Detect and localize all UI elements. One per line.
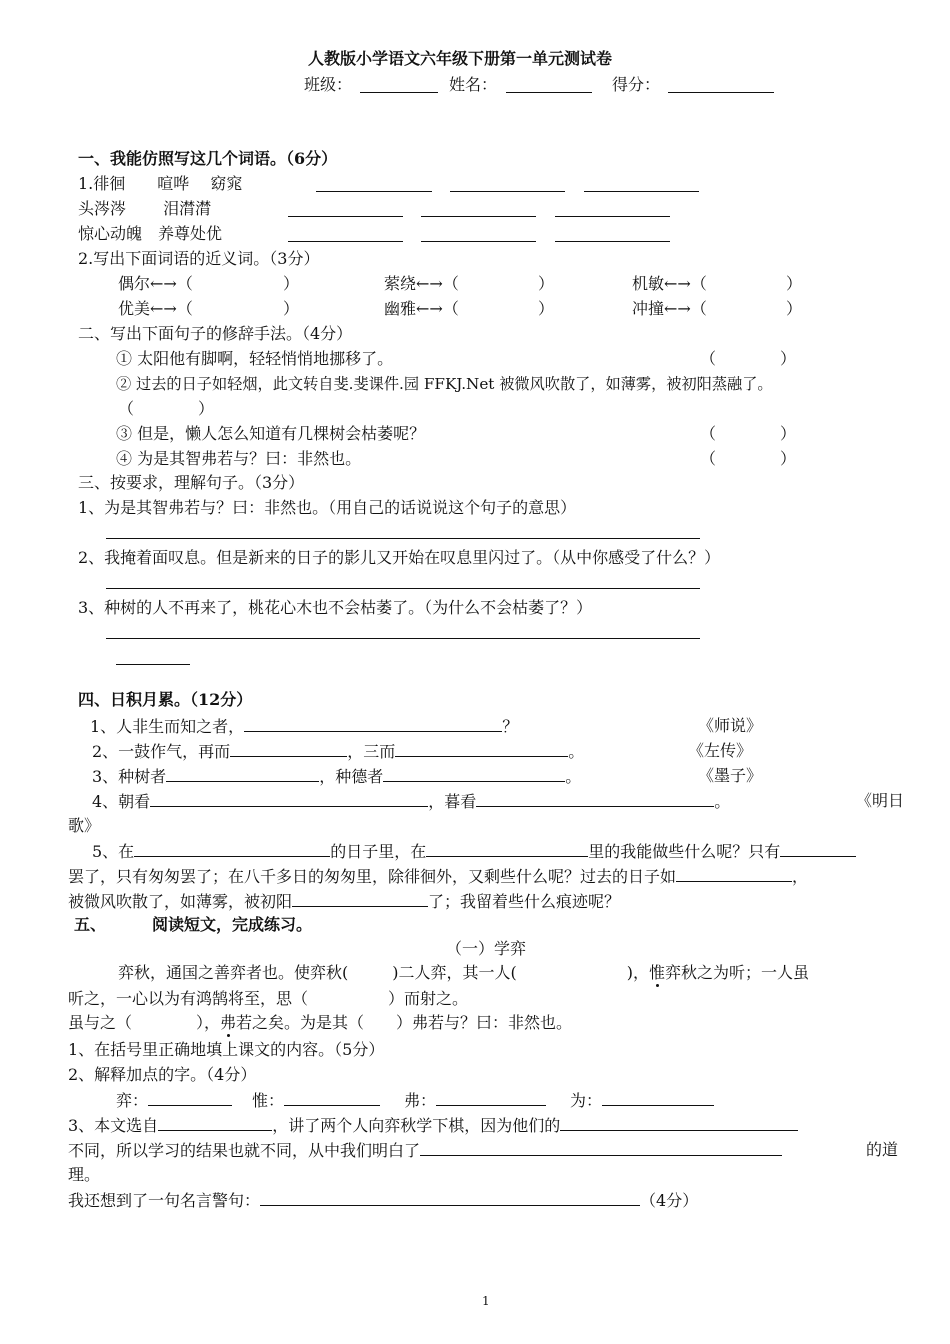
dotted-char-fu: 弗 [220, 1013, 237, 1032]
syn-close: ） [283, 274, 300, 293]
s4-blank[interactable] [426, 840, 588, 857]
s4-text: ，三而 [347, 742, 396, 761]
s4-line-3 [92, 765, 581, 788]
s4-text: 的日子里，在 [330, 842, 427, 861]
score-field[interactable] [668, 92, 774, 93]
section5-heading: 阅读短文，完成练习。 [152, 915, 313, 934]
s4-blank[interactable] [166, 765, 319, 782]
s2-item-1: ① 太阳他有脚啊，轻轻悄悄地挪移了。 [116, 349, 394, 368]
word-label: 弗： [404, 1091, 437, 1110]
word-blank[interactable] [602, 1089, 714, 1106]
s5-q4 [68, 1189, 698, 1212]
s5-q3-line1 [68, 1114, 798, 1137]
s4-source: 《左传》 [688, 741, 753, 760]
s4-blank[interactable] [395, 740, 568, 757]
q3-blank[interactable] [420, 1139, 782, 1156]
s1-row2: 头涔涔 泪潸潸 [78, 199, 212, 218]
s4-text: 了；我留着些什么痕迹呢？ [428, 892, 621, 911]
q4-blank[interactable] [260, 1189, 640, 1206]
s1-row2-blank1[interactable] [288, 216, 403, 217]
syn-word: 优美←→（ [118, 299, 193, 318]
passage-text: 虽与之（ ）， [68, 1013, 221, 1032]
s2-item-2: ② 过去的日子如轻烟，此文转自斐.斐课件.园 FFKJ.Net 被微风吹散了，如薄雾，被初阳蒸融了。 [116, 375, 773, 393]
passage-text: 弈秋，通国之善弈者也。使弈秋( [118, 963, 349, 982]
section1-heading: 一、我能仿照写这几个词语。（6分） [78, 149, 338, 168]
s4-blank[interactable] [383, 765, 565, 782]
word-blank[interactable] [436, 1089, 546, 1106]
s5-q1: 1、在括号里正确地填上课文的内容。（5分） [68, 1040, 385, 1059]
s1-row2-blank2[interactable] [421, 216, 536, 217]
passage-line-2: 听之，一心以为有鸿鹄将至，思（ ）而射之。 [68, 989, 469, 1008]
s4-blank[interactable] [780, 840, 856, 857]
s4-text: 4、朝看 [92, 792, 151, 811]
s4-source: 《墨子》 [698, 766, 763, 785]
q3-blank[interactable] [158, 1114, 272, 1131]
dotted-char-wei: 惟 [649, 963, 666, 982]
name-label: 姓名： [449, 75, 498, 94]
syn-close: ） [283, 299, 300, 318]
s1-q2: 2.写出下面词语的近义词。（3分） [78, 249, 320, 268]
s2-answer-paren[interactable]: （ ） [118, 399, 215, 418]
s5-q3-line3: 理。 [68, 1165, 101, 1184]
s5-q2: 2、解释加点的字。（4分） [68, 1065, 257, 1084]
synonym-item [384, 298, 459, 320]
passage-text: 若之矣。为是其（ ）弗若与？曰：非然也。 [236, 1013, 573, 1032]
word-label: 为： [570, 1091, 603, 1110]
s2-answer-paren[interactable]: （ ） [700, 424, 797, 443]
syn-word: 机敏←→（ [632, 274, 707, 293]
s2-item-3: ③ 但是，懒人怎么知道有几棵树会枯萎呢？ [116, 424, 426, 443]
class-label: 班级： [304, 75, 353, 94]
s1-row3: 惊心动魄 养尊处优 [78, 224, 223, 243]
synonym-item [632, 298, 707, 320]
word-label: 弈： [116, 1091, 149, 1110]
syn-word: 偶尔←→（ [118, 274, 193, 293]
s4-line-2 [92, 740, 584, 763]
syn-word: 幽雅←→（ [384, 299, 459, 318]
syn-close: ） [786, 274, 803, 293]
s4-text: 被微风吹散了，如薄雾，被初阳 [68, 892, 293, 911]
s4-line-1 [90, 715, 518, 738]
s4-blank[interactable] [676, 865, 792, 882]
passage-title: （一）学弈 [446, 939, 527, 958]
s1-row3-blank2[interactable] [421, 241, 536, 242]
s3-answer-line[interactable] [116, 664, 190, 665]
q4-text: （4分） [640, 1191, 699, 1210]
s4-text: 罢了，只有匆匆罢了；在八千多日的匆匆里，除徘徊外，又剩些什么呢？过去的日子如 [68, 867, 677, 886]
s4-text: 。 [568, 742, 585, 761]
s5-word-row [116, 1089, 714, 1112]
section2-heading: 二、写出下面句子的修辞手法。（4分） [78, 324, 353, 343]
s4-blank[interactable] [476, 790, 714, 807]
s4-line-4 [92, 790, 730, 813]
synonym-item [632, 273, 707, 295]
passage-text: )， [626, 963, 649, 982]
s4-text: 2、一鼓作气，再而 [92, 742, 231, 761]
q3-text-end: 的道 [866, 1140, 899, 1159]
passage-text: )二人弈，其一人( [392, 963, 517, 982]
syn-close: ） [786, 299, 803, 318]
q3-blank[interactable] [560, 1114, 798, 1131]
syn-close: ） [538, 274, 555, 293]
s4-blank[interactable] [134, 840, 330, 857]
passage-text: 弈秋之为听；一人虽 [665, 963, 810, 982]
q3-text: 不同，所以学习的结果也就不同，从中我们明白了 [68, 1141, 421, 1160]
s1-row1-blank3[interactable] [584, 191, 699, 192]
q3-text: ，讲了两个人向弈秋学下棋，因为他们的 [272, 1116, 561, 1135]
word-blank[interactable] [284, 1089, 380, 1106]
section3-heading: 三、按要求，理解句子。（3分） [78, 473, 305, 492]
section5-heading-number: 五、 [74, 915, 107, 934]
s1-row1: 1.徘徊 喧哗 窈窕 [78, 174, 243, 193]
s1-row1-blank1[interactable] [316, 191, 432, 192]
s4-source: 《师说》 [698, 716, 763, 735]
s4-text: ，种德者 [319, 767, 384, 786]
s4-text: 5、在 [92, 842, 135, 861]
section4-heading: 四、日积月累。（12分） [78, 690, 253, 709]
s4-text: ？ [502, 717, 519, 736]
passage-line-1 [118, 962, 809, 984]
syn-close: ） [538, 299, 555, 318]
s1-row3-blank1[interactable] [288, 241, 403, 242]
score-label: 得分： [612, 75, 661, 94]
s1-row1-blank2[interactable] [450, 191, 565, 192]
word-label: 惟： [252, 1091, 285, 1110]
s4-source-cont: 歌》 [68, 816, 101, 835]
s4-blank[interactable] [244, 715, 502, 732]
syn-word: 萦绕←→（ [384, 274, 459, 293]
s5-q3-line2 [68, 1139, 782, 1162]
s4-text: ，暮看 [428, 792, 477, 811]
class-field[interactable] [360, 92, 438, 93]
s4-line-7 [68, 890, 620, 913]
s2-answer-paren[interactable]: （ ） [700, 349, 797, 368]
s4-text: ， [792, 867, 809, 886]
synonym-item [118, 273, 193, 295]
s4-line-5 [92, 840, 856, 863]
s3-answer-line[interactable] [106, 588, 700, 589]
s2-answer-paren[interactable]: （ ） [700, 449, 797, 468]
page-number: 1 [482, 1294, 490, 1308]
s4-text: 。 [565, 767, 582, 786]
s4-blank[interactable] [230, 740, 347, 757]
s4-blank[interactable] [292, 890, 428, 907]
syn-word: 冲撞←→（ [632, 299, 707, 318]
s3-answer-line[interactable] [106, 638, 700, 639]
s3-item-3: 3、种树的人不再来了，桃花心木也不会枯萎了。（为什么不会枯萎了？） [78, 598, 593, 617]
s4-blank[interactable] [150, 790, 428, 807]
s4-line-6 [68, 865, 808, 888]
s3-answer-line[interactable] [106, 538, 700, 539]
q3-text: 3、本文选自 [68, 1116, 159, 1135]
s4-text: 1、人非生而知之者， [90, 717, 245, 736]
s4-source: 《明日 [856, 791, 905, 810]
s4-text: 里的我能做些什么呢？只有 [588, 842, 781, 861]
word-blank[interactable] [148, 1089, 232, 1106]
synonym-item [118, 298, 193, 320]
s3-item-1: 1、为是其智弗若与？曰：非然也。（用自己的话说说这个句子的意思） [78, 498, 577, 517]
q4-text: 我还想到了一句名言警句： [68, 1191, 261, 1210]
s1-row3-blank3[interactable] [555, 241, 670, 242]
s4-text: 3、种树者 [92, 767, 167, 786]
s1-row2-blank3[interactable] [555, 216, 670, 217]
name-field[interactable] [506, 92, 592, 93]
s2-item-4: ④ 为是其智弗若与？曰：非然也。 [116, 449, 362, 468]
s3-item-2: 2、我掩着面叹息。但是新来的日子的影儿又开始在叹息里闪过了。（从中你感受了什么？） [78, 548, 721, 567]
passage-line-3 [68, 1012, 572, 1034]
page-title: 人教版小学语文六年级下册第一单元测试卷 [308, 49, 613, 68]
s4-text: 。 [714, 792, 731, 811]
synonym-item [384, 273, 459, 295]
